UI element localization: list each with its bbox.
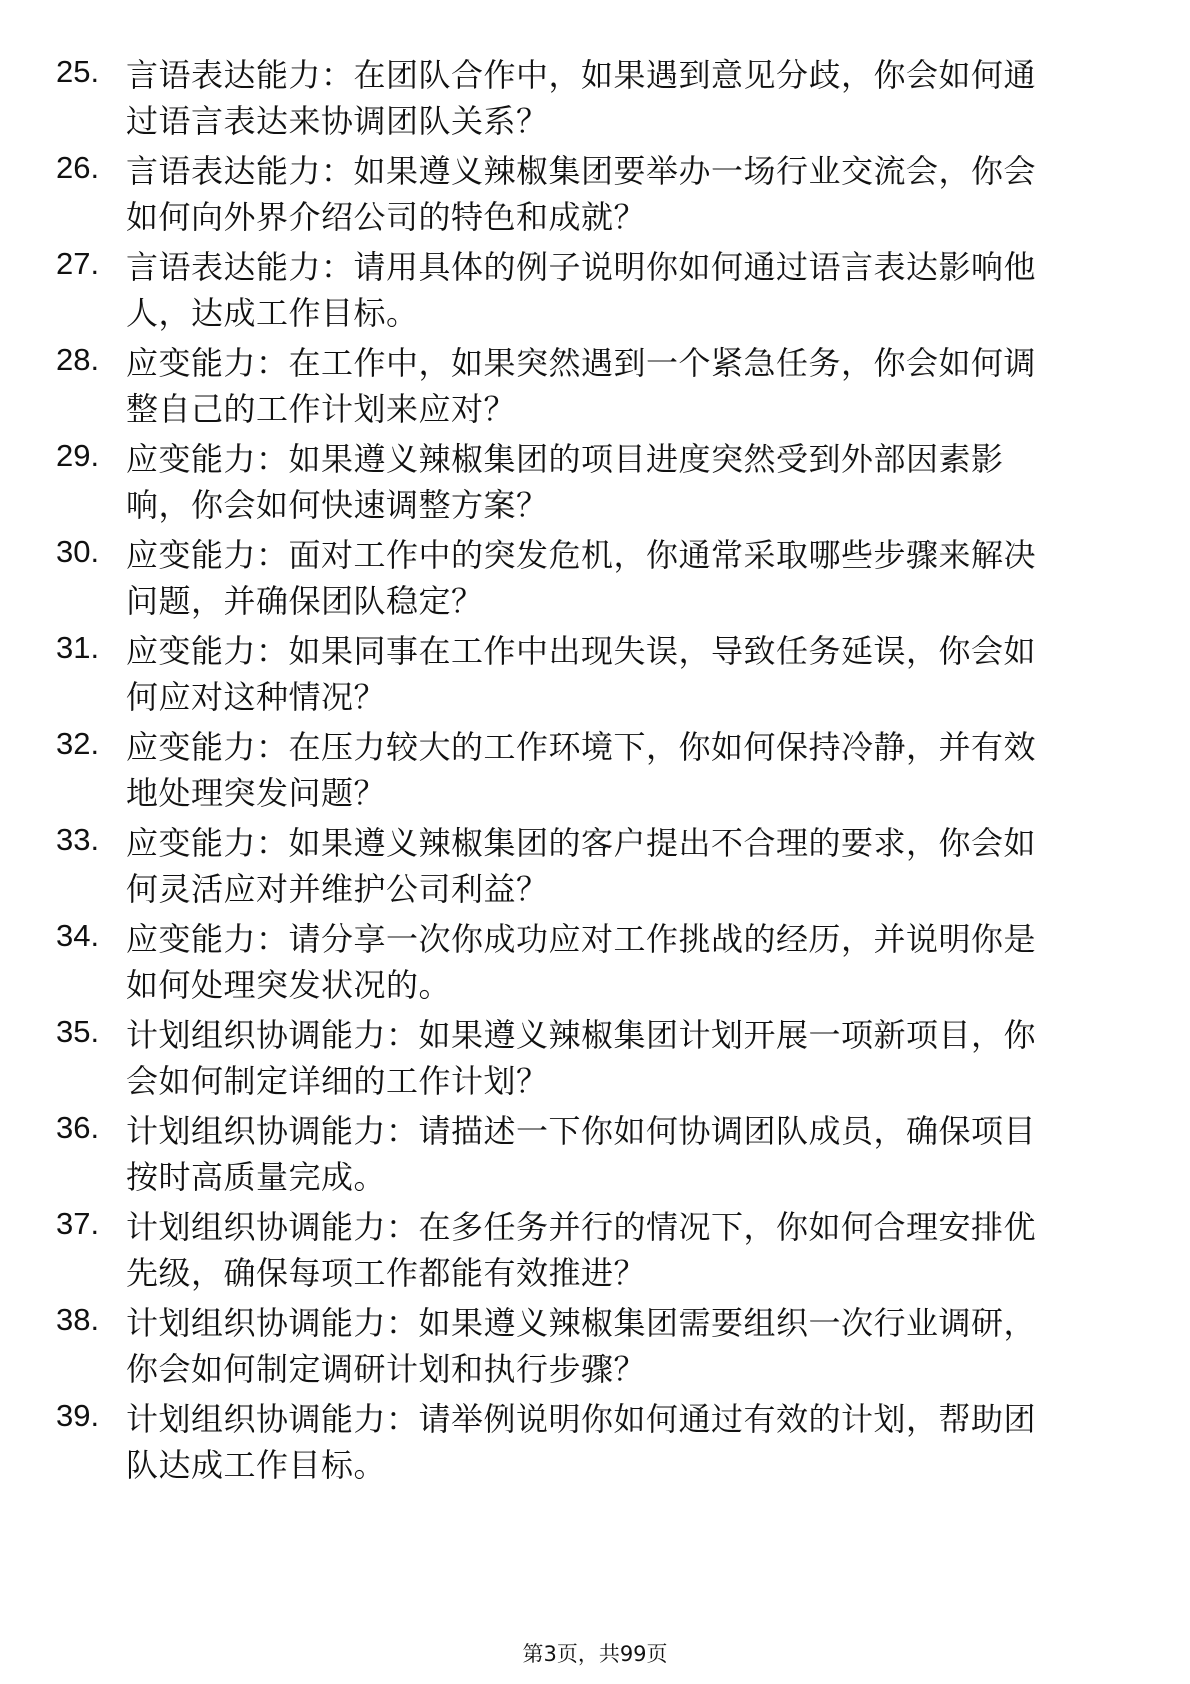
- question-text-line: 应变能力：在工作中，如果突然遇到一个紧急任务，你会如何调: [126, 344, 1037, 382]
- question-text-line: 如何处理突发状况的。: [126, 966, 452, 1004]
- question-text-line: 应变能力：在压力较大的工作环境下，你如何保持冷静，并有效: [126, 728, 1037, 766]
- question-text-line: 计划组织协调能力：如果遵义辣椒集团需要组织一次行业调研，: [126, 1304, 1037, 1342]
- question-text-line: 言语表达能力：如果遵义辣椒集团要举办一场行业交流会，你会: [126, 152, 1037, 190]
- question-text-line: 应变能力：面对工作中的突发危机，你通常采取哪些步骤来解决: [126, 536, 1037, 574]
- question-number: 38.: [56, 1302, 100, 1337]
- question-text-line: 言语表达能力：在团队合作中，如果遇到意见分歧，你会如何通: [126, 56, 1037, 94]
- question-text: [126, 1108, 1111, 1200]
- question-number: 32.: [56, 726, 100, 761]
- question-text: [126, 1012, 1111, 1104]
- question-text: [126, 916, 1111, 1008]
- question-text-line: 问题，并确保团队稳定？: [126, 582, 484, 620]
- question-text-line: 应变能力：如果同事在工作中出现失误，导致任务延误，你会如: [126, 632, 1037, 670]
- question-text-line: 计划组织协调能力：请描述一下你如何协调团队成员，确保项目: [126, 1112, 1037, 1150]
- question-text: [126, 1300, 1111, 1392]
- question-number: 28.: [56, 342, 100, 377]
- question-text-line: 应变能力：如果遵义辣椒集团的客户提出不合理的要求，你会如: [126, 824, 1037, 862]
- question-number: 27.: [56, 246, 100, 281]
- question-text-line: 计划组织协调能力：请举例说明你如何通过有效的计划，帮助团: [126, 1400, 1037, 1438]
- question-text-line: 你会如何制定调研计划和执行步骤？: [126, 1350, 647, 1388]
- question-number: 25.: [56, 54, 100, 89]
- question-number: 37.: [56, 1206, 100, 1241]
- question-text-line: 计划组织协调能力：如果遵义辣椒集团计划开展一项新项目，你: [126, 1016, 1037, 1054]
- question-text-line: 应变能力：如果遵义辣椒集团的项目进度突然受到外部因素影: [126, 440, 1004, 478]
- question-text-line: 响，你会如何快速调整方案？: [126, 486, 549, 524]
- question-number: 26.: [56, 150, 100, 185]
- question-text: [126, 820, 1111, 912]
- question-text-line: 地处理突发问题？: [126, 774, 387, 812]
- question-text: [126, 340, 1111, 432]
- question-number: 33.: [56, 822, 100, 857]
- question-number: 31.: [56, 630, 100, 665]
- question-number: 30.: [56, 534, 100, 569]
- question-text-line: 应变能力：请分享一次你成功应对工作挑战的经历，并说明你是: [126, 920, 1037, 958]
- question-text-line: 按时高质量完成。: [126, 1158, 387, 1196]
- question-number: 36.: [56, 1110, 100, 1145]
- question-text: [126, 244, 1111, 336]
- question-text: [126, 148, 1111, 240]
- question-number: 29.: [56, 438, 100, 473]
- question-number: 34.: [56, 918, 100, 953]
- question-text-line: 计划组织协调能力：在多任务并行的情况下，你如何合理安排优: [126, 1208, 1037, 1246]
- question-text-line: 何灵活应对并维护公司利益？: [126, 870, 549, 908]
- question-text: [126, 1204, 1111, 1296]
- question-number: 39.: [56, 1398, 100, 1433]
- question-text: [126, 436, 1111, 528]
- page-indicator: 第3页，共99页: [522, 1642, 668, 1666]
- question-text-line: 整自己的工作计划来应对？: [126, 390, 517, 428]
- question-text-line: 先级，确保每项工作都能有效推进？: [126, 1254, 647, 1292]
- question-text: [126, 724, 1111, 816]
- question-number: 35.: [56, 1014, 100, 1049]
- question-text-line: 如何向外界介绍公司的特色和成就？: [126, 198, 647, 236]
- question-text-line: 何应对这种情况？: [126, 678, 387, 716]
- question-text: [126, 532, 1111, 624]
- question-text-line: 队达成工作目标。: [126, 1446, 387, 1484]
- question-text: [126, 628, 1111, 720]
- question-text-line: 过语言表达来协调团队关系？: [126, 102, 549, 140]
- question-text: [126, 1396, 1111, 1488]
- question-text-line: 言语表达能力：请用具体的例子说明你如何通过语言表达影响他: [126, 248, 1037, 286]
- question-text: [126, 52, 1111, 144]
- question-text-line: 人，达成工作目标。: [126, 294, 419, 332]
- question-text-line: 会如何制定详细的工作计划？: [126, 1062, 549, 1100]
